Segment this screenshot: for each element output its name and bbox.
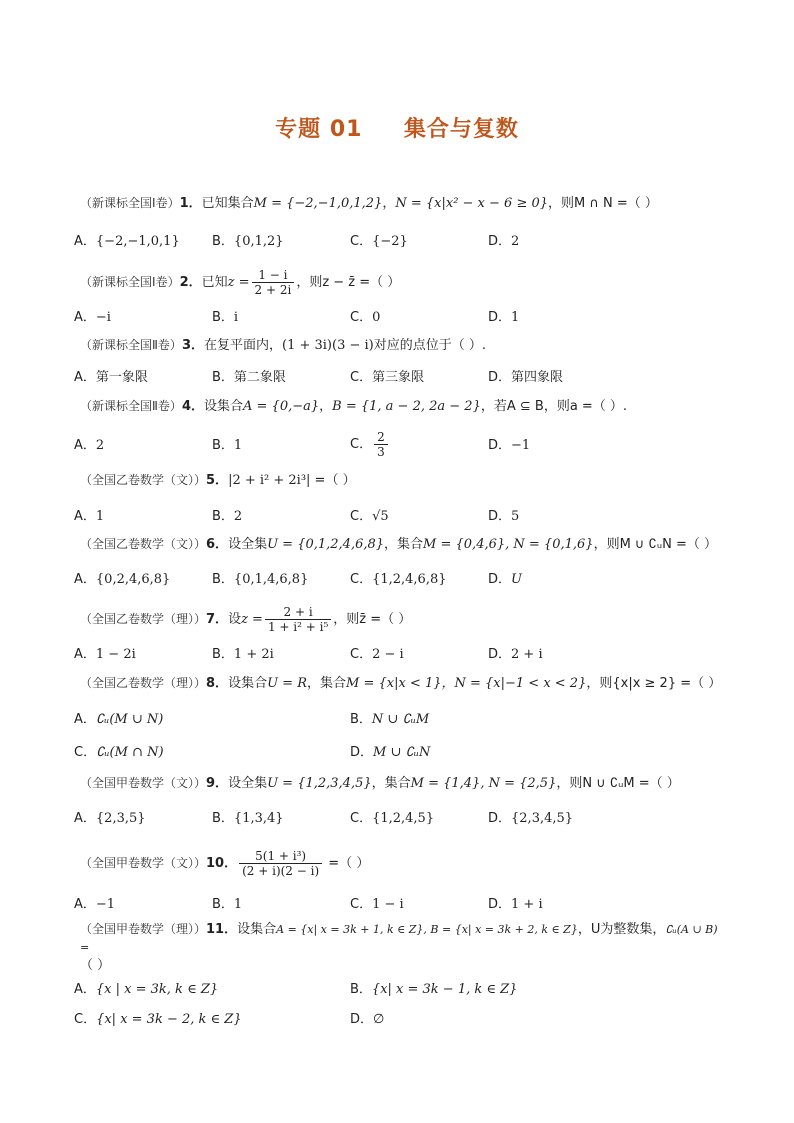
option-c: C．1 − i	[350, 897, 404, 912]
option-d: D．U	[488, 572, 522, 587]
question-stem: 已知	[201, 275, 228, 290]
question-number: 8．	[206, 676, 229, 691]
question-tail: ，则N ∪ ∁ᵤM =（ ）	[556, 776, 680, 791]
question-6	[80, 535, 717, 554]
option-d: D．{2,3,4,5}	[488, 811, 574, 826]
option-d: D．∅	[350, 1012, 385, 1027]
question-number: 10．	[206, 856, 238, 871]
option-c: C．第三象限	[350, 370, 425, 385]
question-tail: （ ）	[80, 958, 111, 973]
question-stem: 设集合	[203, 399, 243, 414]
option-b: B．N ∪ ∁ᵤM	[350, 712, 430, 727]
question-math: A = {0,−a}	[243, 399, 320, 414]
title-part1: 专题	[275, 117, 322, 142]
option-b: B．1	[212, 897, 243, 912]
option-c: C．{1,2,4,5}	[350, 811, 435, 826]
option-b: B．i	[212, 310, 239, 325]
option-c: C． $\frac{2}{3}$	[350, 430, 390, 459]
option-d: D．M ∪ ∁ᵤN	[350, 745, 431, 760]
option-d: D．2	[488, 234, 520, 249]
question-math: U = {1,2,3,4,5}	[267, 776, 372, 791]
question-number: 6．	[206, 537, 229, 552]
option-a: A．−i	[74, 310, 111, 325]
option-b: B．1	[212, 438, 243, 453]
question-math: z =	[241, 612, 263, 627]
question-5	[80, 471, 356, 490]
options-9	[74, 807, 714, 827]
question-math: U = {0,1,2,4,6,8}	[267, 537, 385, 552]
question-sep: ，	[319, 399, 333, 414]
question-tail: ，则M ∪ ∁ᵤN =（ ）	[593, 537, 717, 552]
option-c: C．√5	[350, 509, 389, 524]
question-math: U = R	[267, 676, 307, 691]
question-source-roman: Ⅰ	[152, 275, 156, 289]
option-d: D．−1	[488, 438, 531, 453]
option-d: D．2 + i	[488, 647, 543, 662]
option-a: A．{x | x = 3k, k ∈ Z}	[74, 982, 219, 997]
question-number: 2．	[179, 275, 202, 290]
option-c: C．{1,2,4,6,8}	[350, 572, 447, 587]
question-stem: 设集合	[237, 922, 277, 937]
options-11-row2	[74, 1008, 714, 1028]
question-source-roman: Ⅱ	[152, 338, 158, 352]
question-source-end: 卷）	[155, 196, 180, 210]
option-c: C．∁ᵤ(M ∩ N)	[74, 745, 164, 760]
question-math-2: M = {x|x < 1}，N = {x|−1 < x < 2}	[346, 676, 587, 691]
option-c: C．{x| x = 3k − 2, k ∈ Z}	[74, 1012, 242, 1027]
question-sep: ，集合	[384, 537, 424, 552]
question-stem: 设集合	[228, 676, 268, 691]
question-2	[80, 268, 400, 297]
question-source: （新课标全国	[80, 196, 153, 210]
question-source-roman: Ⅱ	[152, 399, 158, 413]
question-source-roman: Ⅰ	[152, 196, 156, 210]
option-d: D．1	[488, 310, 520, 325]
option-b: B．{0,1,4,6,8}	[212, 572, 309, 587]
question-stem: 设全集	[228, 776, 268, 791]
option-c: C．{−2}	[350, 234, 408, 249]
option-a: A．∁ᵤ(M ∪ N)	[74, 712, 164, 727]
question-1	[80, 194, 658, 213]
question-math-2: N = {x|x² − x − 6 ≥ 0}	[395, 196, 549, 211]
options-10	[74, 893, 714, 913]
question-number: 7．	[206, 612, 229, 627]
option-a: A．1	[74, 509, 105, 524]
question-math-2: M = {1,4}, N = {2,5}	[410, 776, 557, 791]
option-a: A．{−2,−1,0,1}	[74, 234, 180, 249]
question-source: （新课标全国	[80, 338, 153, 352]
question-sep: ，	[382, 196, 396, 211]
question-math-2: B = {1, a − 2, 2a − 2}	[332, 399, 481, 414]
question-tail: =（ ）	[324, 856, 370, 871]
question-math-2: ∁ᵤ(A ∪ B) =	[80, 923, 718, 954]
question-9	[80, 774, 680, 793]
question-tail: =（ ）	[310, 473, 356, 488]
question-source: （新课标全国	[80, 399, 153, 413]
question-tail: ，则z − z̄ =（ ）	[296, 275, 401, 290]
question-math: |2 + i² + 2i³|	[228, 473, 311, 488]
question-source: （全国乙卷数学（理））	[80, 676, 207, 690]
question-tail: ，则z̄ =（ ）	[333, 612, 412, 627]
question-8	[80, 674, 721, 693]
option-b: B．{0,1,2}	[212, 234, 284, 249]
option-a: A．−1	[74, 897, 116, 912]
question-tail: ，若A ⊆ B，则a =（ ）.	[480, 399, 628, 414]
question-tail: ，则{x|x ≥ 2} =（ ）	[586, 676, 722, 691]
question-sep: ，U为整数集，	[577, 922, 666, 937]
question-10	[80, 849, 369, 878]
option-a: A．{2,3,5}	[74, 811, 146, 826]
option-b: B．1 + 2i	[212, 647, 274, 662]
options-6	[74, 568, 714, 588]
option-a: A．1 − 2i	[74, 647, 136, 662]
option-a: A．{0,2,4,6,8}	[74, 572, 171, 587]
question-math: z =	[227, 275, 250, 290]
question-tail: ，则M ∩ N =（ ）	[548, 196, 658, 211]
question-tail: 对应的点位于（ ）.	[373, 338, 486, 353]
title-part2: 01	[329, 117, 363, 142]
options-11-row1	[74, 978, 714, 998]
option-a: A．第一象限	[74, 370, 148, 385]
question-math-2: M = {0,4,6}, N = {0,1,6}	[423, 537, 594, 552]
question-source-end: 卷）	[155, 275, 180, 289]
question-fraction: $\frac{1 - i}{2 + 2i}$	[252, 268, 295, 297]
option-c: C．0	[350, 310, 381, 325]
question-4	[80, 397, 627, 416]
question-fraction: $\frac{\text{5(1 + i³)}}{(2 + i)(2 - i)}$	[239, 849, 322, 878]
question-7	[80, 605, 411, 634]
question-source: （全国乙卷数学（文））	[80, 537, 207, 551]
question-number: 9．	[206, 776, 229, 791]
option-a: A．2	[74, 438, 105, 453]
options-5	[74, 505, 714, 525]
question-number: 11．	[206, 922, 238, 937]
question-source: （全国甲卷数学（文））	[80, 856, 207, 870]
option-b: B．2	[212, 509, 243, 524]
question-sep: ，集合	[306, 676, 346, 691]
option-b: B．第二象限	[212, 370, 286, 385]
question-stem: 设全集	[228, 537, 268, 552]
option-b: B．{x| x = 3k − 1, k ∈ Z}	[350, 982, 518, 997]
options-8-row2	[74, 741, 714, 761]
question-source-end: 卷）	[157, 338, 182, 352]
question-number: 3．	[181, 338, 204, 353]
question-math: M = {−2,−1,0,1,2}	[253, 196, 383, 211]
question-stem: 已知集合	[201, 196, 254, 211]
option-c: C．2 − i	[350, 647, 404, 662]
question-number: 5．	[206, 473, 229, 488]
question-source: （新课标全国	[80, 275, 153, 289]
title-part3: 集合与复数	[403, 117, 519, 142]
option-d: D．1 + i	[488, 897, 543, 912]
question-source: （全国甲卷数学（文））	[80, 776, 207, 790]
option-d: D．5	[488, 509, 520, 524]
question-source: （全国乙卷数学（理））	[80, 612, 207, 626]
page-title	[0, 112, 794, 143]
question-3	[80, 336, 486, 355]
question-stem: 在复平面内，	[203, 338, 282, 353]
question-fraction: $\frac{2 + i}{\text{1 + i² + i⁵}}$	[265, 605, 331, 634]
options-8-row1	[74, 708, 714, 728]
question-number: 4．	[181, 399, 204, 414]
question-source-end: 卷）	[157, 399, 182, 413]
question-sep: ，集合	[371, 776, 411, 791]
options-3	[74, 366, 714, 386]
question-11	[80, 920, 720, 975]
option-b: B．{1,3,4}	[212, 811, 284, 826]
option-fraction: $\frac{2}{3}$	[374, 430, 388, 459]
question-math: A = {x| x = 3k + 1, k ∈ Z}, B = {x| x = 3k + 2, k ∈ Z}	[276, 923, 578, 936]
options-2	[74, 306, 714, 326]
options-7	[74, 643, 714, 663]
question-math: (1 + 3i)(3 − i)	[282, 338, 374, 353]
option-d: D．第四象限	[488, 370, 564, 385]
question-source: （全国甲卷数学（理））	[80, 922, 207, 936]
options-1	[74, 230, 714, 250]
options-4	[74, 430, 714, 460]
question-source: （全国乙卷数学（文））	[80, 473, 207, 487]
question-stem: 设	[228, 612, 242, 627]
question-number: 1．	[179, 196, 202, 211]
